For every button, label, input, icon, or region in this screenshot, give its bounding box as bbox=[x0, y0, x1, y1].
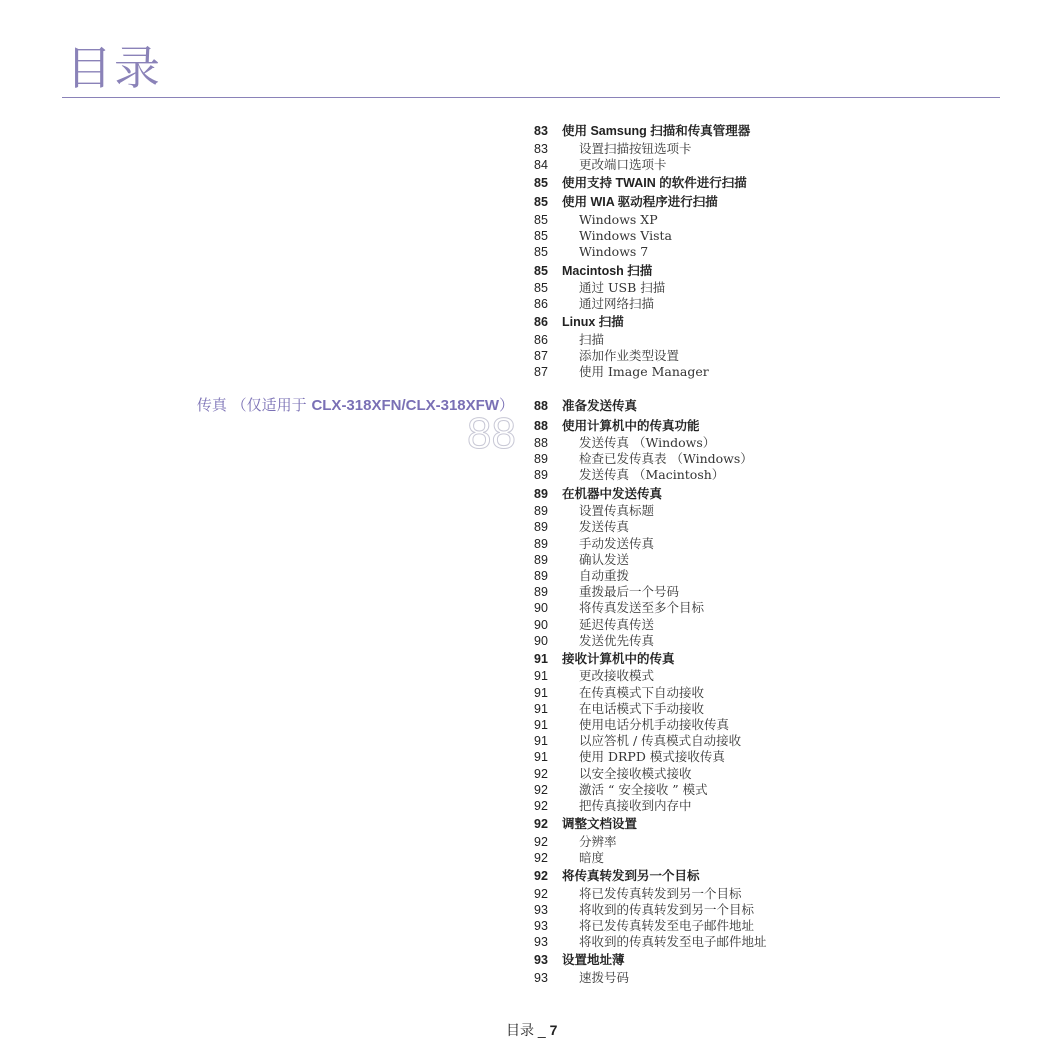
toc-entry-label: 将收到的传真转发到另一个目标 bbox=[579, 901, 755, 917]
toc-page-number: 92 bbox=[534, 850, 548, 865]
svg-text:88: 88 bbox=[467, 410, 516, 454]
toc-page-number: 92 bbox=[534, 782, 548, 797]
toc-page-number: 88 bbox=[534, 436, 548, 450]
toc-page-number: 89 bbox=[534, 552, 548, 567]
toc-entry-label: 将已发传真转发至电子邮件地址 bbox=[579, 918, 755, 933]
toc-entry-label: 将收到的传真转发至电子邮件地址 bbox=[579, 934, 767, 950]
toc-entry-label: 速拨号码 bbox=[579, 969, 630, 985]
toc-page-number: 92 bbox=[534, 886, 548, 901]
footer-label: 目录 _ bbox=[506, 1022, 550, 1038]
toc-page-number: 93 bbox=[534, 919, 548, 933]
toc-entry-label: 以安全接收模式接收 bbox=[579, 765, 692, 781]
page-title: 目录 bbox=[66, 41, 162, 95]
title-divider bbox=[62, 97, 1000, 98]
toc-page-number: 90 bbox=[534, 601, 548, 616]
toc-page-number: 93 bbox=[534, 902, 548, 917]
toc-entry-label: 扫描 bbox=[579, 331, 605, 347]
toc-entry-label: 接收计算机中的传真 bbox=[562, 651, 675, 666]
toc-entry-label: 添加作业类型设置 bbox=[579, 348, 680, 364]
section-heading-text: 传真 （仅适用于 bbox=[196, 396, 312, 414]
toc-page-number: 86 bbox=[534, 315, 548, 330]
toc-page-number: 91 bbox=[534, 734, 548, 749]
section-heading-close: ） bbox=[498, 396, 514, 414]
toc-entry-label: 使用电话分机手动接收传真 bbox=[579, 717, 730, 732]
toc-entry-label: Windows XP bbox=[579, 211, 658, 227]
toc-entry-label: 发送优先传真 bbox=[579, 632, 655, 648]
toc-page-number: 86 bbox=[534, 297, 548, 312]
toc-entry-label: 在机器中发送传真 bbox=[562, 486, 663, 501]
toc-page-number: 91 bbox=[534, 685, 548, 700]
toc-page-number: 90 bbox=[534, 633, 548, 648]
toc-entry-label: 设置地址薄 bbox=[562, 953, 625, 968]
toc-page-number: 89 bbox=[534, 536, 548, 551]
toc-page-number: 85 bbox=[534, 195, 548, 210]
toc-entry-label: 使用 DRPD 模式接收传真 bbox=[579, 749, 725, 765]
toc-page-number: 85 bbox=[534, 245, 548, 260]
toc-entry-label: 将传真转发到另一个目标 bbox=[562, 869, 700, 884]
toc-entry-label: 调整文档设置 bbox=[562, 817, 638, 832]
toc-page-number: 89 bbox=[534, 486, 548, 501]
toc-page-number: 87 bbox=[534, 349, 548, 364]
toc-page-number: 83 bbox=[534, 124, 548, 138]
toc-entry-label: 将传真发送至多个目标 bbox=[579, 600, 705, 616]
toc-page-number: 87 bbox=[534, 365, 548, 380]
toc-page-number: 88 bbox=[534, 418, 548, 433]
toc-entry-label: 更改端口选项卡 bbox=[579, 156, 667, 172]
toc-page-number: 89 bbox=[534, 452, 548, 467]
toc-entry-label: 发送传真 bbox=[579, 519, 630, 535]
toc-entry-label: 设置扫描按钮选项卡 bbox=[579, 140, 692, 156]
toc-entry-label: 延迟传真传送 bbox=[579, 616, 655, 632]
toc-page-number: 86 bbox=[534, 332, 548, 347]
section-start-page-number bbox=[462, 410, 518, 454]
toc-entry-label: Macintosh 扫描 bbox=[562, 263, 653, 278]
toc-entry-label: 使用支持 TWAIN 的软件进行扫描 bbox=[562, 175, 747, 190]
toc-entry-label: 在电话模式下手动接收 bbox=[579, 700, 705, 716]
toc-page-number: 83 bbox=[534, 141, 548, 156]
toc-page-number: 92 bbox=[534, 834, 548, 849]
toc-entry-label: Windows 7 bbox=[579, 244, 649, 260]
section-heading-model: CLX-318XFN/CLX-318XFW bbox=[311, 397, 499, 414]
toc-page-number: 92 bbox=[534, 869, 548, 884]
toc-page-number: 93 bbox=[534, 935, 548, 950]
toc-page-number: 91 bbox=[534, 701, 548, 716]
toc-entry-label: 激活 “ 安全接收 ” 模式 bbox=[579, 781, 708, 797]
toc-entry-label: 通过 USB 扫描 bbox=[579, 280, 666, 295]
toc-page-number: 85 bbox=[534, 281, 548, 295]
toc-entry-label: 在传真模式下自动接收 bbox=[579, 684, 705, 700]
toc-entry-label: 手动发送传真 bbox=[579, 535, 655, 551]
toc-entry-label: 以应答机 / 传真模式自动接收 bbox=[579, 733, 742, 749]
footer-page-number: 7 bbox=[549, 1022, 558, 1038]
toc-entry-label: 分辨率 bbox=[579, 833, 617, 849]
toc-entry-label: 设置传真标题 bbox=[579, 503, 655, 519]
toc-entry-label: 确认发送 bbox=[579, 551, 630, 567]
toc-page-number: 93 bbox=[534, 970, 548, 985]
toc-entry-label: 使用 Samsung 扫描和传真管理器 bbox=[562, 124, 751, 138]
page-footer bbox=[506, 1020, 557, 1040]
toc-entry-label: 更改接收模式 bbox=[579, 668, 655, 684]
toc-page-number: 89 bbox=[534, 585, 548, 600]
toc-entry-label: Windows Vista bbox=[579, 228, 672, 244]
toc-page-number: 91 bbox=[534, 718, 548, 732]
toc-page-number: 93 bbox=[534, 953, 548, 968]
toc-entry-label: 通过网络扫描 bbox=[579, 296, 655, 312]
toc-entry-label: 重拨最后一个号码 bbox=[579, 584, 680, 600]
toc-page-number: 92 bbox=[534, 799, 548, 813]
toc-page-number: 91 bbox=[534, 651, 548, 666]
toc-entry-label: 使用 WIA 驱动程序进行扫描 bbox=[562, 195, 718, 210]
toc-entry-label: 将已发传真转发到另一个目标 bbox=[579, 885, 742, 901]
toc-entry-label: 把传真接收到内存中 bbox=[579, 798, 692, 813]
toc-page-number: 88 bbox=[534, 399, 548, 413]
toc-page-number: 85 bbox=[534, 229, 548, 244]
toc-entry-label: 发送传真 （Macintosh） bbox=[579, 467, 725, 483]
toc-page-number: 85 bbox=[534, 175, 548, 190]
toc-page-number: 92 bbox=[534, 817, 548, 832]
toc-page-number: 89 bbox=[534, 504, 548, 519]
toc-entry-label: 自动重拨 bbox=[579, 567, 630, 583]
toc-page-number: 90 bbox=[534, 617, 548, 632]
toc-page-number: 92 bbox=[534, 766, 548, 781]
toc-entry-label: 准备发送传真 bbox=[562, 399, 638, 413]
toc-page-number: 89 bbox=[534, 520, 548, 535]
toc-page-number: 85 bbox=[534, 212, 548, 227]
toc-entry-label: 暗度 bbox=[579, 849, 605, 865]
toc-page-number: 84 bbox=[534, 157, 548, 172]
toc-entry-label: 使用计算机中的传真功能 bbox=[562, 418, 700, 433]
toc-page-number: 85 bbox=[534, 263, 548, 278]
toc-page-number: 91 bbox=[534, 750, 548, 765]
toc-entry-label: 检查已发传真表 （Windows） bbox=[579, 451, 753, 467]
toc-page-number: 89 bbox=[534, 568, 548, 583]
toc-entry-label: Linux 扫描 bbox=[562, 315, 624, 330]
toc-entry-label: 发送传真 （Windows） bbox=[579, 435, 716, 450]
toc-entry-label: 使用 Image Manager bbox=[579, 364, 709, 380]
toc-page-number: 91 bbox=[534, 669, 548, 684]
toc-page-number: 89 bbox=[534, 468, 548, 483]
